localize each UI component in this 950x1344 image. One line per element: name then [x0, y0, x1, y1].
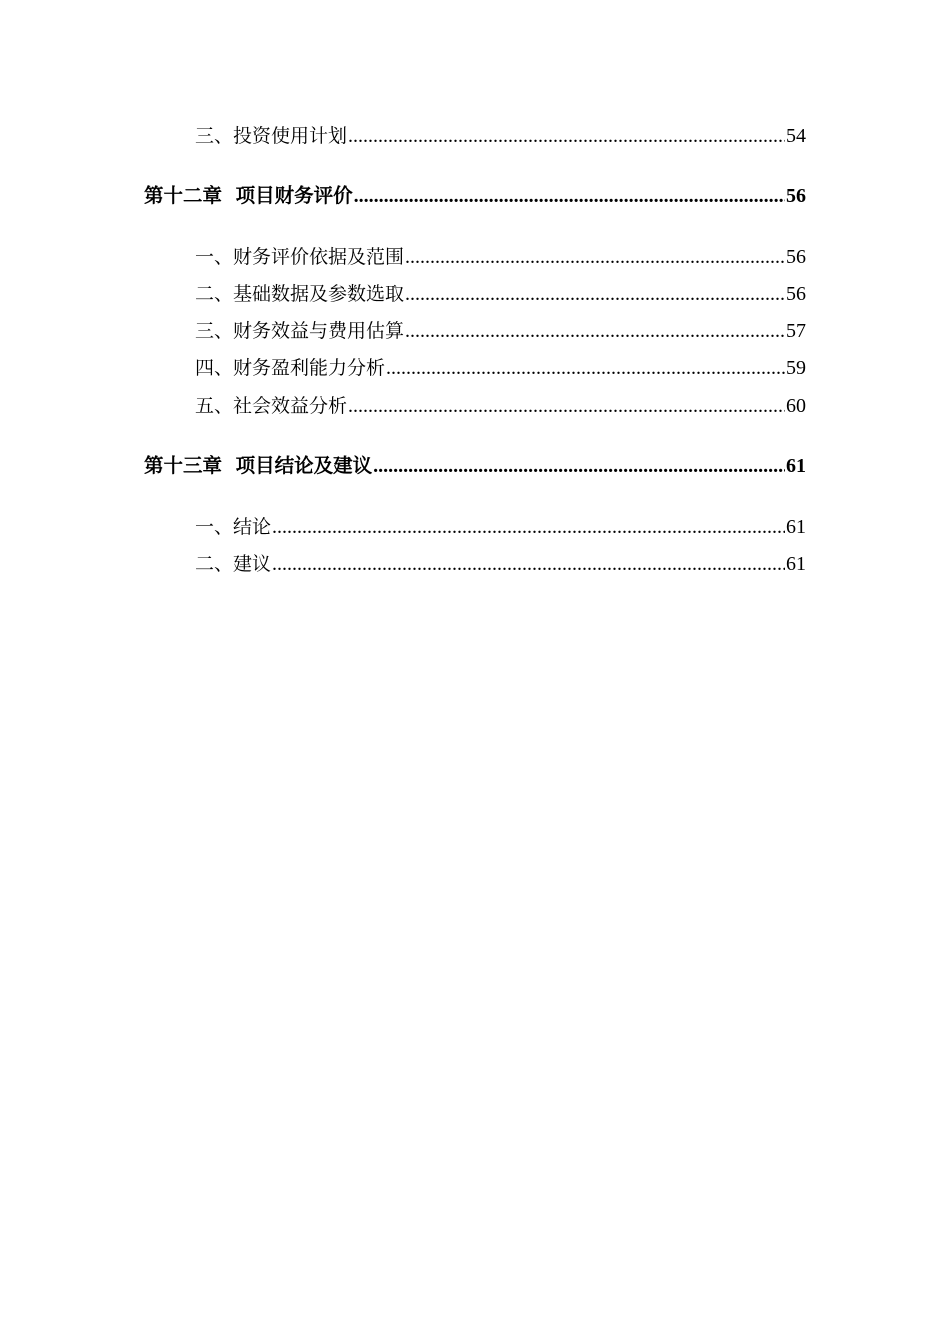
- toc-entry-basic-data[interactable]: [195, 281, 806, 307]
- toc-page-number: 57: [786, 320, 806, 342]
- toc-page-number: 59: [786, 357, 806, 379]
- toc-entry-basis-scope[interactable]: [195, 244, 806, 270]
- toc-entry-conclusion[interactable]: [195, 514, 806, 540]
- toc-page-number: 56: [786, 283, 806, 305]
- toc-dot-leader: [405, 318, 785, 344]
- toc-entry-label: 三、投资使用计划: [195, 125, 348, 147]
- toc-entry-suggestion[interactable]: [195, 551, 806, 577]
- toc-dot-leader: [354, 183, 785, 209]
- toc-page-number: 61: [786, 553, 806, 575]
- toc-dot-leader: [348, 393, 785, 419]
- toc-chapter-12[interactable]: [144, 183, 806, 209]
- toc-chapter-13[interactable]: [144, 453, 806, 479]
- toc-entry-benefit-cost[interactable]: [195, 318, 806, 344]
- toc-page-number: 61: [786, 516, 806, 538]
- toc-entry-profitability[interactable]: [195, 355, 806, 381]
- toc-entry-social-benefit[interactable]: [195, 393, 806, 419]
- toc-dot-leader: [348, 123, 785, 149]
- toc-entry-label: 五、社会效益分析: [195, 395, 348, 417]
- toc-entry-label: 一、结论: [195, 516, 272, 538]
- toc-entry-label: 二、基础数据及参数选取: [195, 283, 405, 305]
- toc-dot-leader: [405, 281, 785, 307]
- toc-entry-label: 四、财务盈利能力分析: [195, 357, 386, 379]
- toc-dot-leader: [386, 355, 785, 381]
- toc-dot-leader: [272, 551, 785, 577]
- toc-page-number: 56: [786, 246, 806, 268]
- toc-entry-investment-plan[interactable]: [195, 123, 806, 149]
- toc-dot-leader: [272, 514, 785, 540]
- toc-dot-leader: [405, 244, 785, 270]
- toc-chapter-label: 第十二章 项目财务评价: [144, 184, 353, 207]
- toc-entry-label: 三、财务效益与费用估算: [195, 320, 405, 342]
- toc-chapter-label: 第十三章 项目结论及建议: [144, 454, 373, 477]
- toc-page-number: 56: [786, 185, 806, 207]
- toc-page-number: 54: [786, 125, 806, 147]
- toc-page-number: 61: [786, 455, 806, 477]
- toc-entry-label: 二、建议: [195, 553, 272, 575]
- toc-page-number: 60: [786, 395, 806, 417]
- toc-entry-label: 一、财务评价依据及范围: [195, 246, 405, 268]
- toc-dot-leader: [373, 453, 785, 479]
